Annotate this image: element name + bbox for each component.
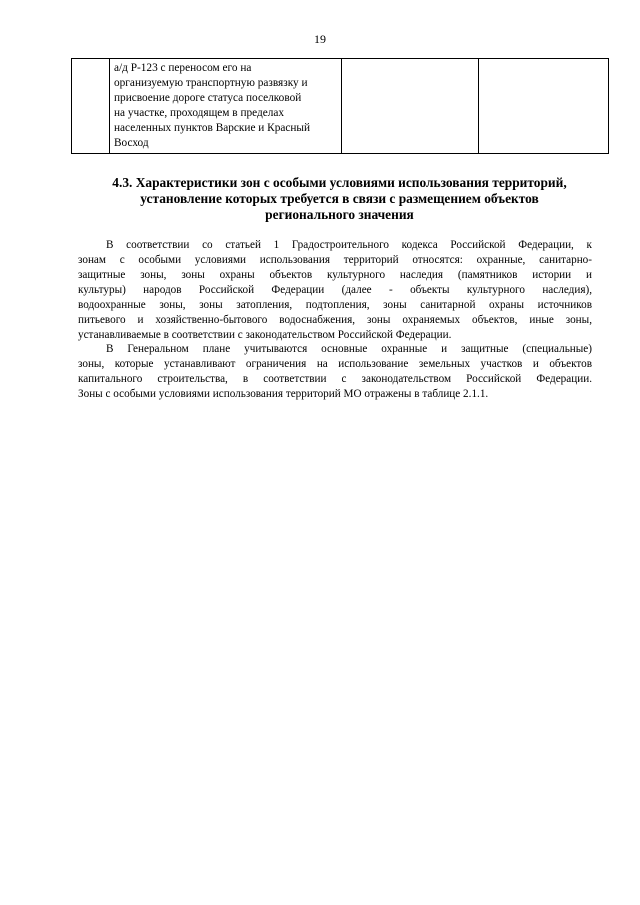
section-heading xyxy=(71,175,608,223)
cell-text-line: Восход xyxy=(114,137,149,149)
paragraph-line: Зоны с особыми условиями использования территорий МО отражены в таблице 2.1.1. xyxy=(78,388,489,400)
paragraph-line: В Генеральном плане учитываются основные охранные и защитные (специальные) xyxy=(106,343,592,355)
page-number: 19 xyxy=(314,32,326,46)
table-row xyxy=(72,59,609,154)
cell-text-line: на участке, проходящем в пределах xyxy=(114,107,285,119)
continued-table xyxy=(71,58,609,154)
table-cell-empty xyxy=(72,59,110,154)
paragraph-line: водоохранные зоны, зоны затопления, подтопления, зоны санитарной охраны источников xyxy=(78,299,592,311)
paragraph-line: капитального строительства, в соответствии с законодательством Российской Федерации. xyxy=(78,373,592,385)
paragraph-line: защитные зоны, зоны охраны объектов культурного наследия (памятников истории и xyxy=(78,269,592,281)
heading-line: 4.3. Характеристики зон с особыми условиями использования территорий, xyxy=(112,175,567,190)
paragraph-line: питьевого и хозяйственно-бытового водоснабжения, зоны охраняемых объектов, иные зоны, xyxy=(78,314,592,326)
table-cell-empty xyxy=(342,59,479,154)
cell-text-line: присвоение дороге статуса поселковой xyxy=(114,92,302,104)
paragraph-line: устанавливаемые в соответствии с законодательством Российской Федерации. xyxy=(78,329,452,341)
cell-text-line: организуемую транспортную развязку и xyxy=(114,77,308,89)
paragraph-line: культуры) народов Российской Федерации (далее - объекты культурного наследия), xyxy=(78,284,592,296)
paragraph-line: В соответствии со статьей 1 Градостроительного кодекса Российской Федерации, к xyxy=(106,239,592,251)
paragraph-line: зоны, которые устанавливают ограничения на использование земельных участков и объектов xyxy=(78,358,592,370)
heading-line: регионального значения xyxy=(265,207,414,222)
paragraph-line: зонам с особыми условиями использования территорий относятся: охранные, санитарно- xyxy=(78,254,592,266)
paragraph-general-plan xyxy=(78,342,592,402)
table-cell-empty xyxy=(479,59,609,154)
paragraph-zones-definition xyxy=(78,238,592,343)
heading-line: установление которых требуется в связи с размещением объектов xyxy=(140,191,539,206)
cell-text-line: а/д Р-123 с переносом его на xyxy=(114,62,252,74)
cell-text-line: населенных пунктов Варские и Красный xyxy=(114,122,311,134)
table-cell-description xyxy=(110,59,342,154)
